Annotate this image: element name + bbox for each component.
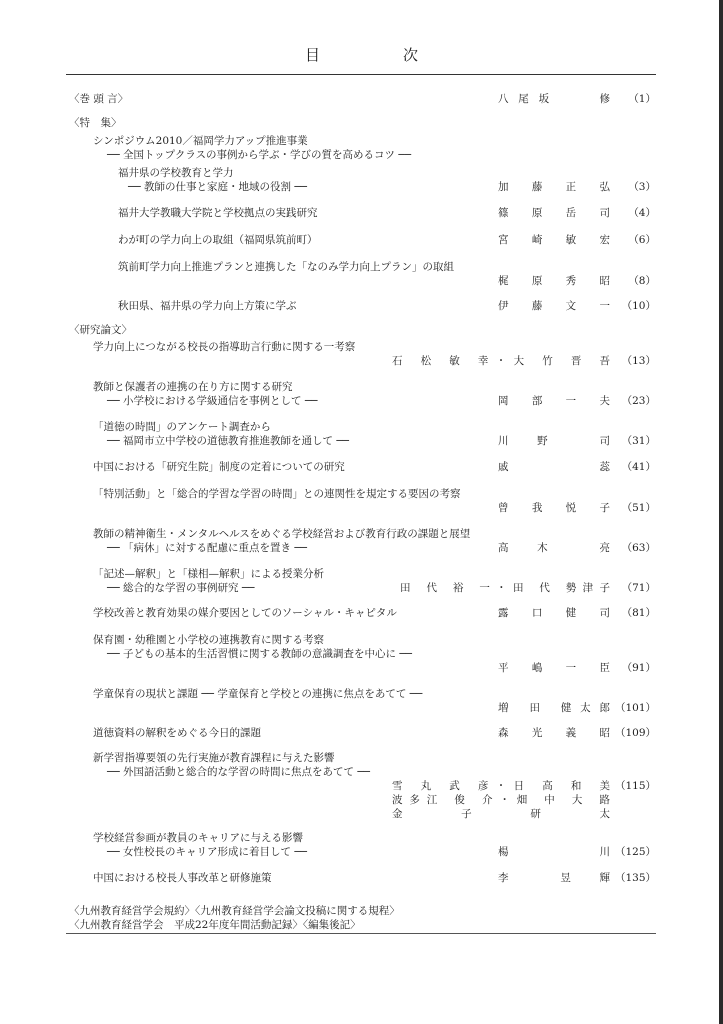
toc-line xyxy=(0,395,723,409)
toc-entry-author: 李 昱 輝 xyxy=(498,872,610,884)
toc-entry-page: （135） xyxy=(614,872,656,884)
toc-entry-author: 金 子 研 太 xyxy=(392,808,610,820)
toc-entry-title: ── 全国トップクラスの事例から学ぶ・学びの質を高めるコツ ── xyxy=(107,149,412,161)
toc-entry-title: ── 教師の仕事と家庭・地域の役割 ── xyxy=(128,181,307,193)
toc-entry-title: 学校改善と教育効果の媒介要因としてのソーシャル・キャピタル xyxy=(93,607,397,619)
toc-entry-author: 戚 蕊 xyxy=(498,461,610,473)
toc-entry-title: 秋田県、福井県の学力向上方策に学ぶ xyxy=(118,300,297,312)
toc-entry-title: わが町の学力向上の取組（福岡県筑前町） xyxy=(118,234,318,246)
toc-entry-page: （91） xyxy=(621,662,656,674)
toc-entry-title: 福井大学教職大学院と学校拠点の実践研究 xyxy=(118,207,318,219)
toc-entry-author: 高 木 亮 xyxy=(498,542,610,554)
toc-line xyxy=(0,752,723,766)
toc-entry-title: 福井県の学校教育と学力 xyxy=(118,167,234,179)
toc-entry-title: ── 総合的な学習の事例研究 ── xyxy=(107,582,255,594)
toc-entry-title: 中国における校長人事改革と研修施策 xyxy=(93,872,272,884)
toc-entry-page: （10） xyxy=(621,300,656,312)
toc-entry-author: 加 藤 正 弘 xyxy=(498,181,610,193)
toc-entry-page: （31） xyxy=(621,435,656,447)
toc-entry-page: （51） xyxy=(621,502,656,514)
toc-entry-page: （3） xyxy=(628,181,656,193)
toc-line xyxy=(0,135,723,149)
toc-entry-author: 波多江 俊 介・畑 中 大 路 xyxy=(392,794,610,806)
toc-entry-title: 「記述—解釈」と「様相—解釈」による授業分析 xyxy=(93,568,324,580)
toc-entry-title: 〈特 集〉 xyxy=(69,117,122,129)
toc-line xyxy=(0,275,723,289)
toc-entry-page: （109） xyxy=(614,727,656,739)
toc-entry-page: （71） xyxy=(621,582,656,594)
toc-entry-author: 八尾坂 修 xyxy=(498,93,610,105)
title-rule xyxy=(66,74,656,75)
toc-entry-author: 楊 川 xyxy=(498,846,610,858)
toc-entry-author: 平 嶋 一 臣 xyxy=(498,662,610,674)
toc-line xyxy=(0,872,723,886)
toc-entry-title: 〈巻 頭 言〉 xyxy=(69,93,129,105)
toc-entry-author: 梶 原 秀 昭 xyxy=(498,275,610,287)
toc-line xyxy=(0,780,723,794)
toc-entry-page: （6） xyxy=(628,234,656,246)
toc-line xyxy=(0,542,723,556)
toc-line xyxy=(0,808,723,822)
toc-entry-title: 〈研究論文〉 xyxy=(69,324,132,336)
toc-entry-author: 森 光 義 昭 xyxy=(498,727,610,739)
toc-entry-page: （13） xyxy=(621,355,656,367)
toc-line xyxy=(0,207,723,221)
toc-line xyxy=(0,324,723,338)
toc-entry-author: 増 田 健太郎 xyxy=(498,702,610,714)
toc-line xyxy=(0,634,723,648)
toc-line xyxy=(0,234,723,248)
toc-line xyxy=(0,488,723,502)
toc-entry-title: 「道徳の時間」のアンケート調査から xyxy=(93,421,271,433)
toc-entry-title: 学校経営参画が教員のキャリアに与える影響 xyxy=(93,832,303,844)
toc-entry-title: ── 外国語活動と総合的な学習の時間に焦点をあてて ── xyxy=(107,766,370,778)
toc-entry-title: 保育園・幼稚園と小学校の連携教育に関する考察 xyxy=(93,634,324,646)
toc-entry-page: （81） xyxy=(621,607,656,619)
toc-entry-title: 「特別活動」と「総合的学習な学習の時間」との連関性を規定する要因の考察 xyxy=(93,488,461,500)
toc-line xyxy=(0,582,723,596)
toc-entry-title: 学力向上につながる校長の指導助言行動に関する一考察 xyxy=(93,341,356,353)
toc-line xyxy=(0,568,723,582)
toc-entry-title: 学童保育の現状と課題 ── 学童保育と学校との連携に焦点をあてて ── xyxy=(93,688,423,700)
toc-entry-page: （4） xyxy=(628,207,656,219)
footer-text: 〈九州教育経営学会 平成22年度年間活動記録〉〈編集後記〉 xyxy=(69,919,361,931)
scan-edge xyxy=(719,0,723,1024)
toc-line xyxy=(0,688,723,702)
toc-line xyxy=(0,421,723,435)
toc-entry-title: 新学習指導要領の先行実施が教育課程に与えた影響 xyxy=(93,752,335,764)
footer-line-1 xyxy=(0,905,723,919)
toc-line xyxy=(0,766,723,780)
toc-entry-title: ── 小学校における学級通信を事例として ── xyxy=(107,395,318,407)
toc-line xyxy=(0,727,723,741)
toc-entry-title: 教師の精神衛生・メンタルヘルスをめぐる学校経営および教育行政の課題と展望 xyxy=(93,528,471,540)
toc-entry-title: ── 福岡市立中学校の道徳教育推進教師を通して ── xyxy=(107,435,349,447)
toc-line xyxy=(0,528,723,542)
toc-line xyxy=(0,648,723,662)
toc-line xyxy=(0,355,723,369)
toc-line xyxy=(0,702,723,716)
toc-entry-title: 教師と保護者の連携の在り方に関する研究 xyxy=(93,381,293,393)
toc-entry-page: （1） xyxy=(628,93,656,105)
footer-rule xyxy=(66,933,656,934)
toc-line xyxy=(0,181,723,195)
toc-entry-author: 石 松 敏 幸・大 竹 晋 吾 xyxy=(392,355,610,367)
page-title: 目 次 xyxy=(304,46,452,64)
footer-line-2 xyxy=(0,919,723,933)
toc-line xyxy=(0,93,723,107)
toc-entry-author: 川 野 司 xyxy=(498,435,610,447)
toc-entry-title: シンポジウム2010／福岡学力アップ推進事業 xyxy=(93,135,308,147)
toc-line xyxy=(0,300,723,314)
toc-entry-page: （63） xyxy=(621,542,656,554)
toc-line xyxy=(0,832,723,846)
toc-entry-author: 田 代 裕 一・田 代 勢津子 xyxy=(400,582,610,594)
toc-entry-author: 岡 部 一 夫 xyxy=(498,395,610,407)
toc-entry-title: 筑前町学力向上推進プランと連携した「なのみ学力向上プラン」の取組 xyxy=(118,261,454,273)
toc-entry-title: ── 「病休」に対する配慮に重点を置き ── xyxy=(107,542,307,554)
toc-line xyxy=(0,261,723,275)
toc-entry-author: 露 口 健 司 xyxy=(498,607,610,619)
toc-line xyxy=(0,435,723,449)
toc-line xyxy=(0,341,723,355)
toc-entry-author: 雪 丸 武 彦・日 高 和 美 xyxy=(392,780,610,792)
footer-text: 〈九州教育経営学会規約〉〈九州教育経営学会論文投稿に関する規程〉 xyxy=(69,905,400,917)
toc-entry-author: 伊 藤 文 一 xyxy=(498,300,610,312)
toc-line xyxy=(0,461,723,475)
toc-entry-title: 中国における「研究生院」制度の定着についての研究 xyxy=(93,461,345,473)
toc-entry-page: （41） xyxy=(621,461,656,473)
toc-entry-author: 宮 崎 敏 宏 xyxy=(498,234,610,246)
toc-line xyxy=(0,381,723,395)
toc-entry-page: （125） xyxy=(614,846,656,858)
toc-entry-page: （8） xyxy=(628,275,656,287)
toc-line xyxy=(0,846,723,860)
toc-entry-page: （101） xyxy=(614,702,656,714)
toc-entry-author: 曾 我 悦 子 xyxy=(498,502,610,514)
toc-line xyxy=(0,794,723,808)
toc-line xyxy=(0,117,723,131)
toc-line xyxy=(0,662,723,676)
toc-line xyxy=(0,167,723,181)
toc-entry-page: （115） xyxy=(614,780,656,792)
toc-entry-page: （23） xyxy=(621,395,656,407)
toc-line xyxy=(0,607,723,621)
toc-entry-title: 道徳資料の解釈をめぐる今日的課題 xyxy=(93,727,261,739)
toc-entry-title: ── 女性校長のキャリア形成に着目して ── xyxy=(107,846,307,858)
toc-line xyxy=(0,502,723,516)
toc-entry-title: ── 子どもの基本的生活習慣に関する教師の意識調査を中心に ── xyxy=(107,648,412,660)
toc-line xyxy=(0,149,723,163)
toc-entry-author: 篠 原 岳 司 xyxy=(498,207,610,219)
